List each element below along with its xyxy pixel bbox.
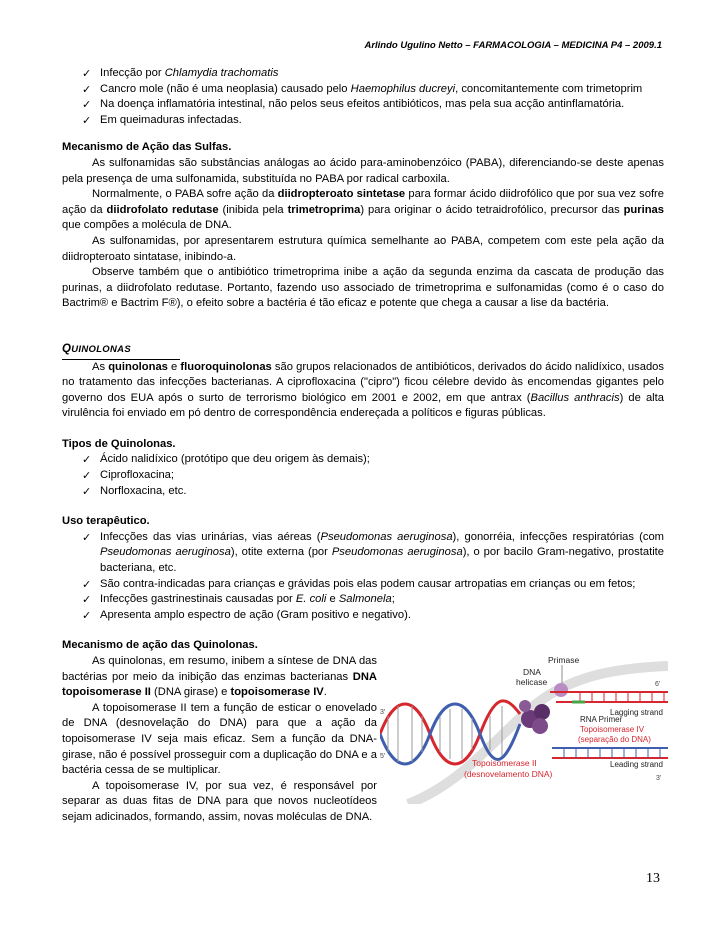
label-rna-primer: RNA Primer [580, 715, 623, 724]
label-dna: DNA [523, 667, 541, 677]
lagging-strand [550, 692, 668, 702]
checkmark-icon: ✓ [82, 453, 92, 467]
indication-list [62, 66, 664, 128]
uso-list [62, 530, 664, 624]
list-item: ✓ Na doença inflamatória intestinal, não pelos seus efeitos antibióticos, mas pela sua acção antinflamatória. [82, 98, 625, 112]
label-topoisomerase-iv-note: (separação do DNA) [578, 735, 651, 744]
paragraph: As sulfonamidas, por apresentarem estrutura química semelhante ao PABA, competem com este pela ação da diidropteroato sintatase, inibindo-a. [62, 234, 664, 263]
tipos-list [62, 452, 664, 499]
subheading-uso: Uso terapêutico. [62, 515, 150, 528]
list-item: ✓ Infecção por Chlamydia trachomatis [82, 67, 279, 80]
page-header: Arlindo Ugulino Netto – FARMACOLOGIA – MEDICINA P4 – 2009.1 [364, 40, 662, 51]
checkmark-icon: ✓ [82, 608, 92, 622]
subheading-mecanismo: Mecanismo de ação das Quinolonas. [62, 639, 258, 652]
subheading-tipos: Tipos de Quinolonas. [62, 437, 176, 450]
label-helicase: helicase [516, 677, 548, 687]
paragraph: Observe também que o antibiótico trimetroprima inibe a ação da segunda enzima da cascata de produção das purinas, a diidrofolato redutase. Portanto, fazendo uso associado de trimetroprima e sulfonamidas (como é o caso do Bactrim® e Bactrim F®), o efeito sobre a bactéria é tão eficaz e potente que chega a causar a lise da bactéria. [62, 266, 664, 310]
list-item: ✓ Infecções gastrinestinais causadas por E. coli e Salmonela; [82, 593, 395, 607]
list-item: ✓ Apresenta amplo espectro de ação (Gram positivo e negativo). [82, 608, 411, 622]
document-body [62, 66, 664, 826]
checkmark-icon: ✓ [82, 113, 92, 127]
label-end-6-top: 6' [655, 681, 661, 688]
list-item: ✓ São contra-indicadas para crianças e grávidas pois elas podem causar artropatias em crianças ou em fetos; [82, 577, 636, 591]
label-end-5-left: 5' [380, 753, 386, 760]
label-end-3-right: 3' [656, 775, 662, 782]
paragraph: Normalmente, o PABA sofre ação da diidropteroato sintetase para formar ácido diidrofólico que por sua vez sofre ação da diidrofolato redutase (inibida pela trimetroprima) para originar o ácido tetraidrofólico, precursor das purinas que compões a molécula de DNA. [62, 188, 665, 232]
list-item: ✓ Infecções das vias urinárias, vias aéreas (Pseudomonas aeruginosa), gonorréia, infecções respiratórias (com Pseudomonas aeruginosa), otite externa (por Pseudomonas aeruginosa), o por bacilo Gram-negativo, prostatite bacteriana, etc. [82, 530, 665, 575]
label-topoisomerase-ii: Topoisomerase II [472, 758, 537, 768]
label-topoisomerase-ii-note: (desnovelamento DNA) [464, 769, 553, 779]
section-heading-sulfas: Mecanismo de Ação das Sulfas. [62, 141, 232, 154]
label-topoisomerase-iv: Topoisomerase IV [580, 725, 645, 734]
checkmark-icon: ✓ [82, 98, 92, 112]
checkmark-icon: ✓ [82, 593, 92, 607]
list-item: ✓ Ciprofloxacina; [82, 469, 174, 483]
primase-icon [554, 683, 568, 697]
list-item: ✓ Cancro mole (não é uma neoplasia) causado pelo Haemophilus ducreyi, concomitantemente com trimetoprim [82, 82, 643, 96]
section-heading-quinolonas: QUINOLONAS [62, 342, 180, 360]
dna-replication-diagram [380, 654, 668, 804]
label-primase: Primase [548, 655, 580, 665]
page-number: 13 [646, 871, 660, 886]
paragraph: As sulfonamidas são substâncias análogas ao ácido para-aminobenzóico (PABA), diferenciando-se deste apenas pela presença de uma sulfonamida, substituída no PABA por radical carboxila. [62, 156, 664, 185]
checkmark-icon: ✓ [82, 82, 92, 96]
list-item: ✓ Em queimaduras infectadas. [82, 113, 242, 127]
leading-strand [552, 748, 668, 758]
mechanism-section [62, 654, 664, 826]
checkmark-icon: ✓ [82, 530, 92, 544]
list-item: ✓ Norfloxacina, etc. [82, 484, 187, 498]
mechanism-text [62, 654, 377, 826]
label-end-3-left: 3' [380, 709, 386, 716]
label-lagging-strand: Lagging strand [610, 708, 663, 717]
list-item: ✓ Ácido nalidíxico (protótipo que deu origem às demais); [82, 453, 370, 467]
label-leading-strand: Leading strand [610, 760, 663, 769]
paragraph: As quinolonas e fluoroquinolonas são grupos relacionados de antibióticos, derivados do ácido nalidíxico, usados no tratamento das infecções bacterianas. A ciprofloxacina ("cipro") ficou célebre devido às encomendas gigantes pelo governo dos EUA após o surto de terrorismo biológico em 2001 e 2002, em que antrax (Bacillus anthracis) de alta virulência foi enviado em pó dentro de correspondência endereçada a políticos e figuras públicas. [62, 360, 664, 420]
checkmark-icon: ✓ [82, 469, 92, 483]
checkmark-icon: ✓ [82, 577, 92, 591]
checkmark-icon: ✓ [82, 67, 92, 80]
paragraph: A topoisomerase II tem a função de esticar o enovelado de DNA (desnovelação do DNA) para que a ação da topoisomerase IV seja mais eficaz. Sem a função da DNA-girase, não é possível prosseguir com a duplicação do DNA e a bactéria cessa de se multiplicar. [62, 701, 377, 777]
paragraph: A topoisomerase IV, por sua vez, é responsável por separar as duas fitas de DNA para que novos nucleotídeos sejam adicinados, formando, assim, novas moléculas de DNA. [62, 779, 377, 823]
checkmark-icon: ✓ [82, 484, 92, 498]
paragraph: As quinolonas, em resumo, inibem a síntese de DNA das bactérias por meio da inibição das enzimas bacterianas DNA topoisomerase II (DNA girase) e topoisomerase IV. [62, 655, 377, 699]
